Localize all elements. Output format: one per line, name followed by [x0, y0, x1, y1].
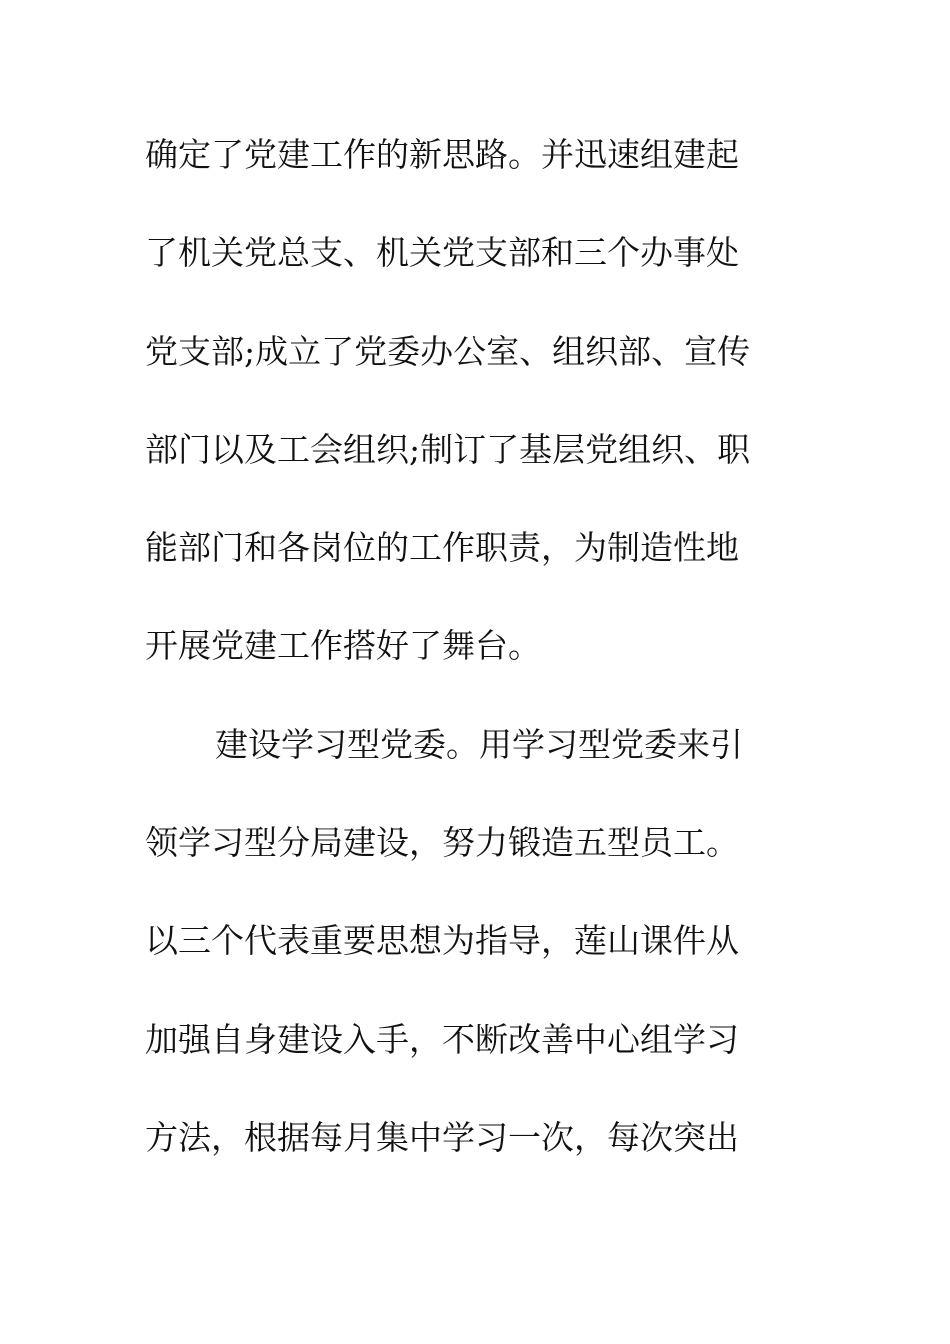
text-line: 领学习型分局建设，努力锻造五型员工。 — [145, 823, 739, 863]
text-line: 加强自身建设入手，不断改善中心组学习 — [145, 1019, 739, 1059]
text-line: 党支部;成立了党委办公室、组织部、宣传 — [145, 331, 751, 371]
text-line: 方法，根据每月集中学习一次，每次突出 — [145, 1117, 739, 1157]
body-text — [145, 130, 805, 1211]
text-line: 开展党建工作搭好了舞台。 — [145, 626, 541, 666]
text-line: 以三个代表重要思想为指导，莲山课件从 — [145, 921, 739, 961]
text-line: 能部门和各岗位的工作职责，为制造性地 — [145, 528, 739, 568]
paragraph-start-line: 建设学习型党委。用学习型党委来引 — [215, 724, 743, 764]
text-line: 确定了党建工作的新思路。并迅速组建起 — [145, 135, 739, 174]
text-line: 了机关党总支、机关党支部和三个办事处 — [145, 233, 739, 273]
text-line: 部门以及工会组织;制订了基层党组织、职 — [145, 429, 751, 469]
